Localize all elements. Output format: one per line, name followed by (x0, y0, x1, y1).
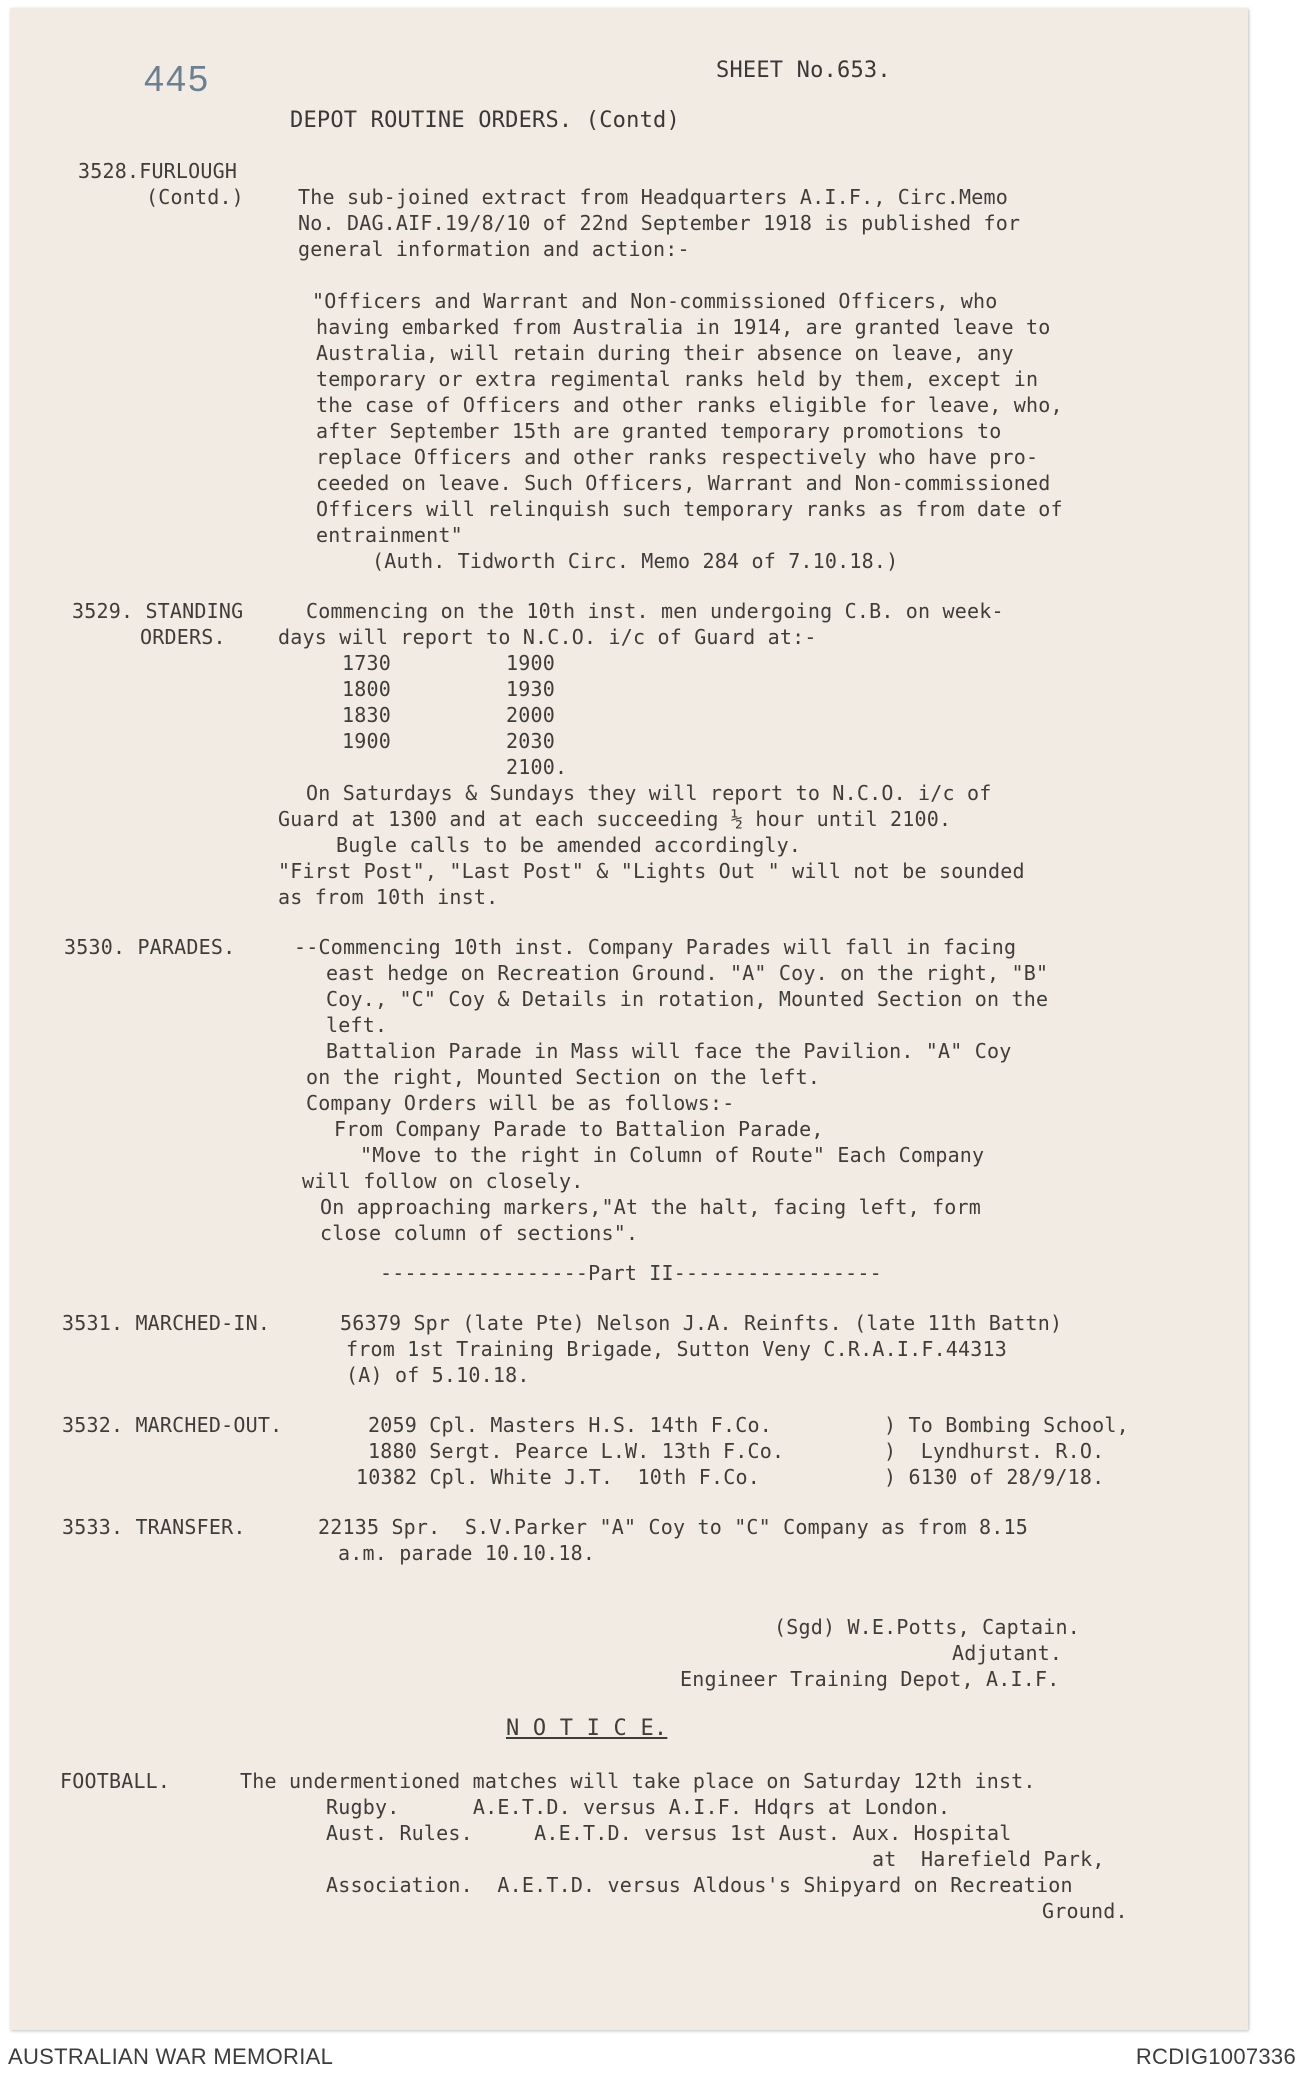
marched-in-heading: 3531. MARCHED-IN. (62, 1311, 271, 1335)
standing-orders-heading-cont: ORDERS. (140, 625, 226, 649)
quote-line: Officers will relinquish such temporary ranks as from date of (316, 497, 1063, 521)
transfer-line-1: 22135 Spr. S.V.Parker "A" Coy to "C" Company as from 8.15 (318, 1515, 1028, 1539)
standing-orders-intro-2: days will report to N.C.O. i/c of Guard at:- (278, 625, 817, 649)
post-line-1: "First Post", "Last Post" & "Lights Out " will not be sounded (278, 859, 1025, 883)
archive-id: RCDIG1007336 (1135, 2044, 1296, 2069)
marched-in-line-1: 56379 Spr (late Pte) Nelson J.A. Reinfts. (late 11th Battn) (340, 1311, 1063, 1335)
marched-out-row: 2059 Cpl. Masters H.S. 14th F.Co. (368, 1413, 772, 1437)
match-row: Rugby. A.E.T.D. versus A.I.F. Hdqrs at London. (326, 1795, 951, 1819)
match-row: Association. A.E.T.D. versus Aldous's Shipyard on Recreation (326, 1873, 1073, 1897)
page-number: 445 (144, 58, 211, 99)
quote-line: after September 15th are granted temporary promotions to (316, 419, 1002, 443)
quote-line: "Officers and Warrant and Non-commissioned Officers, who (312, 289, 998, 313)
document-title: DEPOT ROUTINE ORDERS. (Contd) (290, 108, 680, 133)
report-time: 1900 (342, 729, 391, 753)
furlough-heading-cont: (Contd.) (146, 185, 244, 209)
approach-line-1: On approaching markers,"At the halt, facing left, form (320, 1195, 982, 1219)
quote-line: temporary or extra regimental ranks held by them, except in (316, 367, 1039, 391)
from-company-line: From Company Parade to Battalion Parade, (334, 1117, 824, 1141)
parades-line-1: --Commencing 10th inst. Company Parades will fall in facing (294, 935, 1017, 959)
marched-out-destination: ) 6130 of 28/9/18. (884, 1465, 1105, 1489)
report-time: 1900 (506, 651, 555, 675)
furlough-intro-1: The sub-joined extract from Headquarters A.I.F., Circ.Memo (298, 185, 1008, 209)
battalion-line-2: on the right, Mounted Section on the left. (306, 1065, 821, 1089)
parades-line-4: left. (326, 1013, 388, 1037)
signature-name: (Sgd) W.E.Potts, Captain. (774, 1615, 1081, 1639)
marched-in-line-2: from 1st Training Brigade, Sutton Veny C.R.A.I.F.44313 (346, 1337, 1008, 1361)
move-line-2: will follow on closely. (302, 1169, 584, 1193)
standing-orders-intro-1: Commencing on the 10th inst. men undergoing C.B. on week- (306, 599, 1004, 623)
report-time: 1730 (342, 651, 391, 675)
report-time: 1830 (342, 703, 391, 727)
quote-line: ceeded on leave. Such Officers, Warrant and Non-commissioned (316, 471, 1051, 495)
archive-credit: AUSTRALIAN WAR MEMORIAL (8, 2044, 334, 2069)
match-row: Ground. (1042, 1899, 1128, 1923)
marched-out-destination: ) Lyndhurst. R.O. (884, 1439, 1105, 1463)
match-row: Aust. Rules. A.E.T.D. versus 1st Aust. Aux. Hospital (326, 1821, 1012, 1845)
weekend-line-1: On Saturdays & Sundays they will report to N.C.O. i/c of (306, 781, 992, 805)
report-time: 2030 (506, 729, 555, 753)
notice-title: N O T I C E. (506, 1716, 668, 1741)
report-time: 2000 (506, 703, 555, 727)
part-two-divider: -----------------Part II----------------- (380, 1261, 882, 1285)
football-heading: FOOTBALL. (60, 1769, 171, 1793)
furlough-authority: (Auth. Tidworth Circ. Memo 284 of 7.10.18.) (372, 549, 899, 573)
battalion-line-1: Battalion Parade in Mass will face the Pavilion. "A" Coy (326, 1039, 1012, 1063)
quote-line: entrainment" (316, 523, 463, 547)
weekend-line-2: Guard at 1300 and at each succeeding ½ hour until 2100. (278, 807, 952, 831)
signature-unit: Engineer Training Depot, A.I.F. (680, 1667, 1060, 1691)
transfer-heading: 3533. TRANSFER. (62, 1515, 246, 1539)
marched-out-destination: ) To Bombing School, (884, 1413, 1129, 1437)
approach-line-2: close column of sections". (320, 1221, 639, 1245)
report-time: 1800 (342, 677, 391, 701)
quote-line: having embarked from Australia in 1914, are granted leave to (316, 315, 1051, 339)
marched-out-row: 10382 Cpl. White J.T. 10th F.Co. (356, 1465, 760, 1489)
marched-in-line-3: (A) of 5.10.18. (346, 1363, 530, 1387)
furlough-intro-3: general information and action:- (298, 237, 690, 261)
match-row: at Harefield Park, (872, 1847, 1105, 1871)
quote-line: replace Officers and other ranks respectively who have pro- (316, 445, 1039, 469)
bugle-line: Bugle calls to be amended accordingly. (336, 833, 802, 857)
standing-orders-heading: 3529. STANDING (72, 599, 244, 623)
furlough-heading: 3528.FURLOUGH (78, 159, 238, 183)
football-intro: The undermentioned matches will take place on Saturday 12th inst. (240, 1769, 1036, 1793)
report-time: 1930 (506, 677, 555, 701)
furlough-intro-2: No. DAG.AIF.19/8/10 of 22nd September 1918 is published for (298, 211, 1021, 235)
signature-role: Adjutant. (952, 1641, 1063, 1665)
quote-line: the case of Officers and other ranks eligible for leave, who, (316, 393, 1063, 417)
parades-line-2: east hedge on Recreation Ground. "A" Coy. on the right, "B" (326, 961, 1049, 985)
move-line-1: "Move to the right in Column of Route" Each Company (360, 1143, 985, 1167)
parades-heading: 3530. PARADES. (64, 935, 236, 959)
marched-out-heading: 3532. MARCHED-OUT. (62, 1413, 283, 1437)
transfer-line-2: a.m. parade 10.10.18. (338, 1541, 596, 1565)
marched-out-row: 1880 Sergt. Pearce L.W. 13th F.Co. (368, 1439, 785, 1463)
company-orders-line: Company Orders will be as follows:- (306, 1091, 735, 1115)
parades-line-3: Coy., "C" Coy & Details in rotation, Mounted Section on the (326, 987, 1049, 1011)
report-time: 2100. (506, 755, 568, 779)
sheet-number: SHEET No.653. (716, 58, 891, 83)
post-line-2: as from 10th inst. (278, 885, 499, 909)
quote-line: Australia, will retain during their absence on leave, any (316, 341, 1014, 365)
